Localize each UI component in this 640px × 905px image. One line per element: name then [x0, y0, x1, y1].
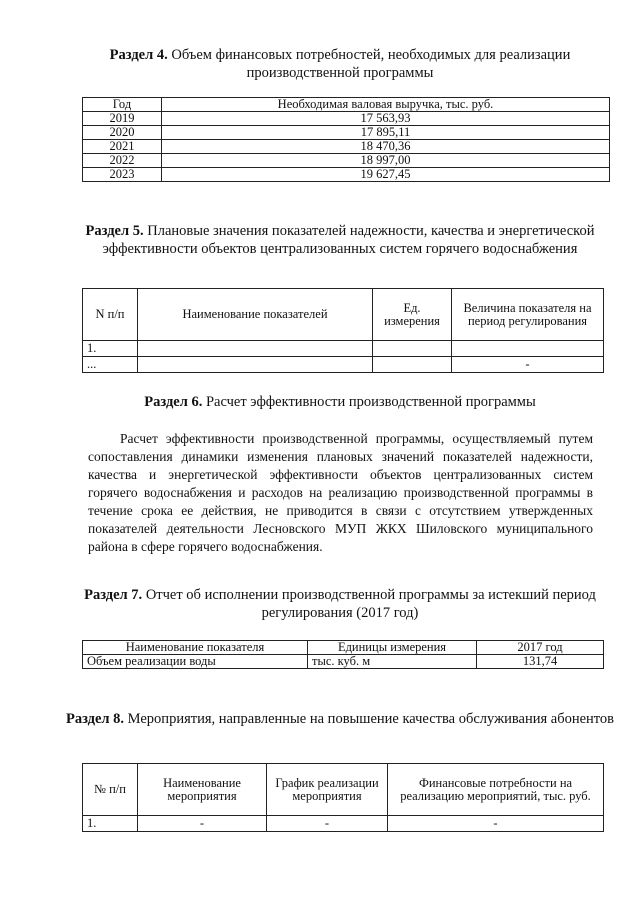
section6-paragraph: Расчет эффективности производственной программы, осуществляемый путем сопоставления динамики изменения плановых значений показателей надежности, качества и энергетической эффективности объектов централизованных систем горячего водоснабжения и расходов на реализацию производственной программы в течение срока ее действия, не приводится в связи с отсутствием утвержденных показателей деятельности Лесновского МУП ЖКХ Шиловского муниципального района в сфере горячего водоснабжения.	[88, 431, 593, 554]
section4-title-number: Раздел 4.	[109, 47, 168, 63]
cell-revenue: 17 895,11	[162, 126, 610, 140]
table-header-row	[83, 289, 604, 341]
header-number: № п/п	[83, 764, 138, 816]
cell-number: 1.	[83, 341, 138, 357]
section8-title-number: Раздел 8.	[65, 711, 125, 727]
cell-unit	[373, 341, 452, 357]
table-row	[83, 126, 610, 140]
cell-year: 2023	[83, 168, 162, 182]
table-header-row	[83, 641, 604, 655]
cell-unit	[373, 357, 452, 373]
cell-value: 131,74	[477, 655, 604, 669]
header-revenue: Необходимая валовая выручка, тыс. руб.	[162, 98, 610, 112]
cell-revenue: 18 470,36	[162, 140, 610, 154]
section5-title	[60, 222, 620, 258]
table-row	[83, 341, 604, 357]
section6-title-text: Расчет эффективности производственной программы	[202, 394, 536, 410]
cell-number: ...	[83, 357, 138, 373]
section6-title	[60, 393, 620, 411]
header-measure-name: Наименование мероприятия	[138, 764, 267, 816]
header-financial-needs: Финансовые потребности на реализацию мероприятий, тыс. руб.	[388, 764, 604, 816]
cell-year: 2022	[83, 154, 162, 168]
section8-title-text: Мероприятия, направленные на повышение качества обслуживания абонентов	[124, 711, 615, 727]
cell-year: 2021	[83, 140, 162, 154]
section7-title-text: Отчет об исполнении производственной программы за истекший период регулирования (2017 год)	[142, 587, 596, 621]
table-header-row	[83, 98, 610, 112]
header-year: 2017 год	[477, 641, 604, 655]
cell-measure-name: -	[138, 816, 267, 832]
cell-number: 1.	[83, 816, 138, 832]
section7-title	[60, 586, 620, 622]
cell-unit: тыс. куб. м	[308, 655, 477, 669]
table-row	[83, 140, 610, 154]
section4-title	[60, 46, 620, 82]
table-row	[83, 655, 604, 669]
cell-revenue: 18 997,00	[162, 154, 610, 168]
cell-indicator-name	[138, 357, 373, 373]
table-header-row	[83, 764, 604, 816]
header-schedule: График реализации мероприятия	[267, 764, 388, 816]
table-row	[83, 112, 610, 126]
header-number: N п/п	[83, 289, 138, 341]
section6-title-number: Раздел 6.	[144, 394, 203, 410]
cell-year: 2019	[83, 112, 162, 126]
header-unit: Ед. измерения	[373, 289, 452, 341]
cell-indicator-name	[138, 341, 373, 357]
header-year: Год	[83, 98, 162, 112]
cell-schedule: -	[267, 816, 388, 832]
table-row	[83, 816, 604, 832]
cell-revenue: 19 627,45	[162, 168, 610, 182]
section4-title-text: Объем финансовых потребностей, необходимых для реализации производственной программы	[167, 47, 571, 81]
section8-table	[82, 763, 604, 832]
header-indicator-name: Наименование показателя	[83, 641, 308, 655]
table-row	[83, 168, 610, 182]
header-unit: Единицы измерения	[308, 641, 477, 655]
cell-indicator-value	[452, 341, 604, 357]
section4-table	[82, 97, 610, 182]
table-row	[83, 154, 610, 168]
section5-title-text: Плановые значения показателей надежности, качества и энергетической эффективности объектов централизованных систем горячего водоснабжения	[102, 223, 595, 257]
section5-table	[82, 288, 604, 373]
cell-year: 2020	[83, 126, 162, 140]
header-indicator-value: Величина показателя на период регулирования	[452, 289, 604, 341]
cell-indicator-name: Объем реализации воды	[83, 655, 308, 669]
section8-title	[60, 710, 620, 728]
section7-table	[82, 640, 604, 669]
cell-indicator-value: -	[452, 357, 604, 373]
cell-revenue: 17 563,93	[162, 112, 610, 126]
table-row	[83, 357, 604, 373]
cell-financial-needs: -	[388, 816, 604, 832]
header-indicator-name: Наименование показателей	[138, 289, 373, 341]
section5-title-number: Раздел 5.	[85, 223, 144, 239]
section7-title-number: Раздел 7.	[84, 587, 143, 603]
